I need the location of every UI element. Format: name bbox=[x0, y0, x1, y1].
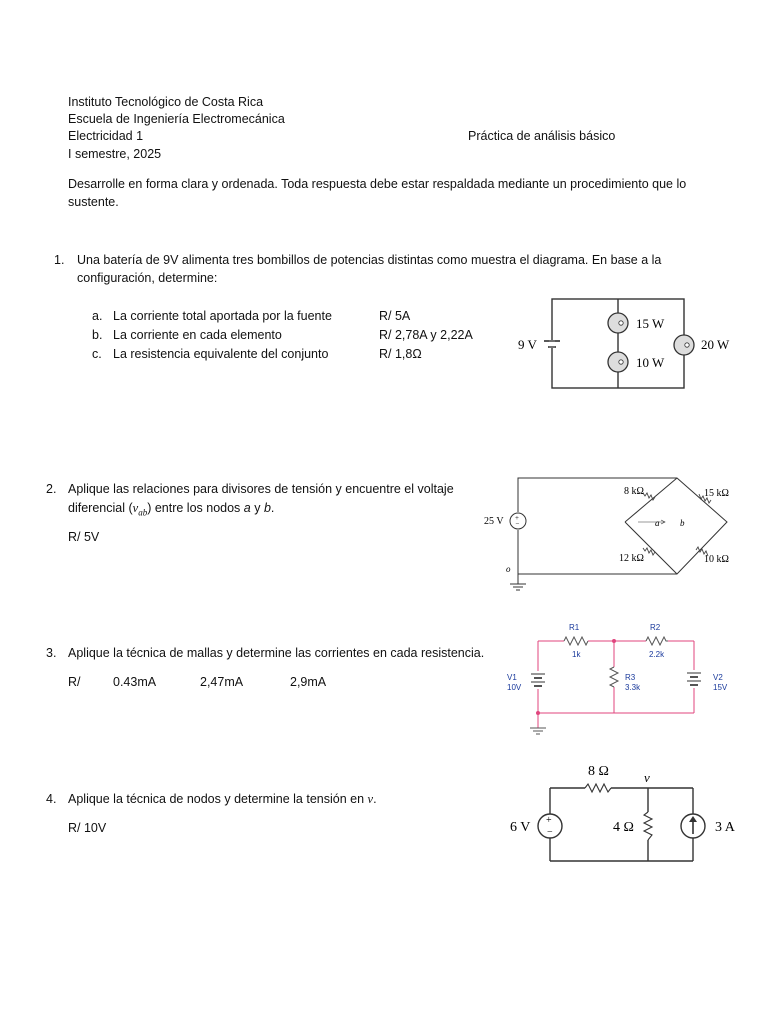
q1-item-a-answer: R/ 5A bbox=[379, 309, 411, 323]
q4-node-v: v bbox=[644, 770, 650, 785]
q2-circuit-diagram bbox=[480, 470, 740, 592]
course-name: Electricidad 1 bbox=[68, 129, 144, 143]
q2-answer: R/ 5V bbox=[68, 530, 100, 544]
q4-source-label: 6 V bbox=[510, 820, 531, 835]
q1-lamp3-label: 20 W bbox=[701, 337, 730, 352]
q2-node-o: o bbox=[506, 564, 511, 574]
q3-number: 3. bbox=[46, 646, 57, 660]
q3-answer-2: 2,47mA bbox=[200, 675, 244, 689]
q4-number: 4. bbox=[46, 792, 57, 806]
q3-r2-name: R2 bbox=[650, 623, 661, 632]
resistor-icons bbox=[643, 493, 711, 556]
q2-number: 2. bbox=[46, 482, 57, 496]
q3-answer-1: 0.43mA bbox=[113, 675, 157, 689]
voltage-source-icon bbox=[510, 513, 526, 529]
q1-item-b-answer: R/ 2,78A y 2,22A bbox=[379, 328, 473, 342]
q3-v1-value: 10V bbox=[507, 683, 522, 692]
q3-r2-value: 2.2k bbox=[649, 650, 665, 659]
q3-answer-label: R/ bbox=[68, 675, 81, 689]
instructions-line-2: sustente. bbox=[68, 195, 119, 209]
q2-r1-label: 8 kΩ bbox=[624, 486, 644, 497]
voltage-source-icon bbox=[538, 814, 562, 838]
semester: I semestre, 2025 bbox=[68, 147, 162, 161]
q3-r1-value: 1k bbox=[572, 650, 581, 659]
svg-text:+: + bbox=[546, 815, 552, 826]
q3-r1-name: R1 bbox=[569, 623, 580, 632]
q4-circuit-diagram bbox=[505, 758, 750, 868]
q1-text-line-1: Una batería de 9V alimenta tres bombillos de potencias distintas como muestra el diagrama. En base a la bbox=[77, 253, 662, 267]
q4-text: Aplique la técnica de nodos y determine la tensión en v. bbox=[68, 792, 377, 806]
q1-lamp1-label: 15 W bbox=[636, 316, 665, 331]
q1-number: 1. bbox=[54, 253, 65, 267]
school-name: Escuela de Ingeniería Electromecánica bbox=[68, 112, 285, 126]
instructions-line-1: Desarrolle en forma clara y ordenada. Toda respuesta debe estar respaldada mediante un procedimiento que lo bbox=[68, 177, 687, 191]
q3-v2-value: 15V bbox=[713, 683, 728, 692]
q1-item-c-letter: c. bbox=[92, 347, 102, 361]
current-source-icon bbox=[681, 814, 705, 838]
q1-item-a-text: La corriente total aportada por la fuente bbox=[113, 309, 332, 323]
q3-answer-3: 2,9mA bbox=[290, 675, 327, 689]
q2-node-a: a bbox=[655, 518, 660, 528]
q4-r2-label: 4 Ω bbox=[613, 820, 634, 835]
q1-lamp2-label: 10 W bbox=[636, 355, 665, 370]
institution-name: Instituto Tecnológico de Costa Rica bbox=[68, 95, 264, 109]
q4-r1-label: 8 Ω bbox=[588, 764, 609, 779]
lamp-10w-icon bbox=[608, 352, 628, 372]
q2-r4-label: 10 kΩ bbox=[704, 554, 729, 565]
q1-item-c-answer: R/ 1,8Ω bbox=[379, 347, 422, 361]
q1-item-b-text: La corriente en cada elemento bbox=[113, 328, 282, 342]
q3-circuit-diagram bbox=[500, 616, 730, 746]
q3-r3-value: 3.3k bbox=[625, 683, 641, 692]
q3-text: Aplique la técnica de mallas y determine las corrientes en cada resistencia. bbox=[68, 646, 485, 660]
q2-r3-label: 12 kΩ bbox=[619, 553, 644, 564]
q2-text-line-1: Aplique las relaciones para divisores de tensión y encuentre el voltaje bbox=[68, 482, 454, 496]
svg-text:−: − bbox=[515, 520, 520, 528]
q1-item-a-letter: a. bbox=[92, 309, 103, 323]
q1-item-c-text: La resistencia equivalente del conjunto bbox=[113, 347, 329, 361]
practice-title: Práctica de análisis básico bbox=[468, 129, 616, 143]
q4-current-label: 3 A bbox=[715, 820, 735, 835]
q2-r2-label: 15 kΩ bbox=[704, 488, 729, 499]
q2-text-line-2: diferencial $(v_{ab})$ entre los nodos a y b. bbox=[68, 501, 275, 518]
lamp-20w-icon bbox=[674, 335, 694, 355]
q1-text-line-2: configuración, determine: bbox=[77, 271, 218, 285]
q3-v2-name: V2 bbox=[713, 673, 723, 682]
q4-answer: R/ 10V bbox=[68, 821, 107, 835]
q2-source-label: 25 V bbox=[484, 516, 504, 527]
svg-text:−: − bbox=[547, 827, 553, 838]
lamp-15w-icon bbox=[608, 313, 628, 333]
q1-item-b-letter: b. bbox=[92, 328, 103, 342]
q3-r3-name: R3 bbox=[625, 673, 636, 682]
svg-text:+: + bbox=[515, 514, 519, 522]
q1-source-label: 9 V bbox=[518, 337, 537, 352]
q2-node-b: b bbox=[680, 518, 685, 528]
q3-v1-name: V1 bbox=[507, 673, 517, 682]
q1-circuit-diagram bbox=[508, 290, 748, 398]
